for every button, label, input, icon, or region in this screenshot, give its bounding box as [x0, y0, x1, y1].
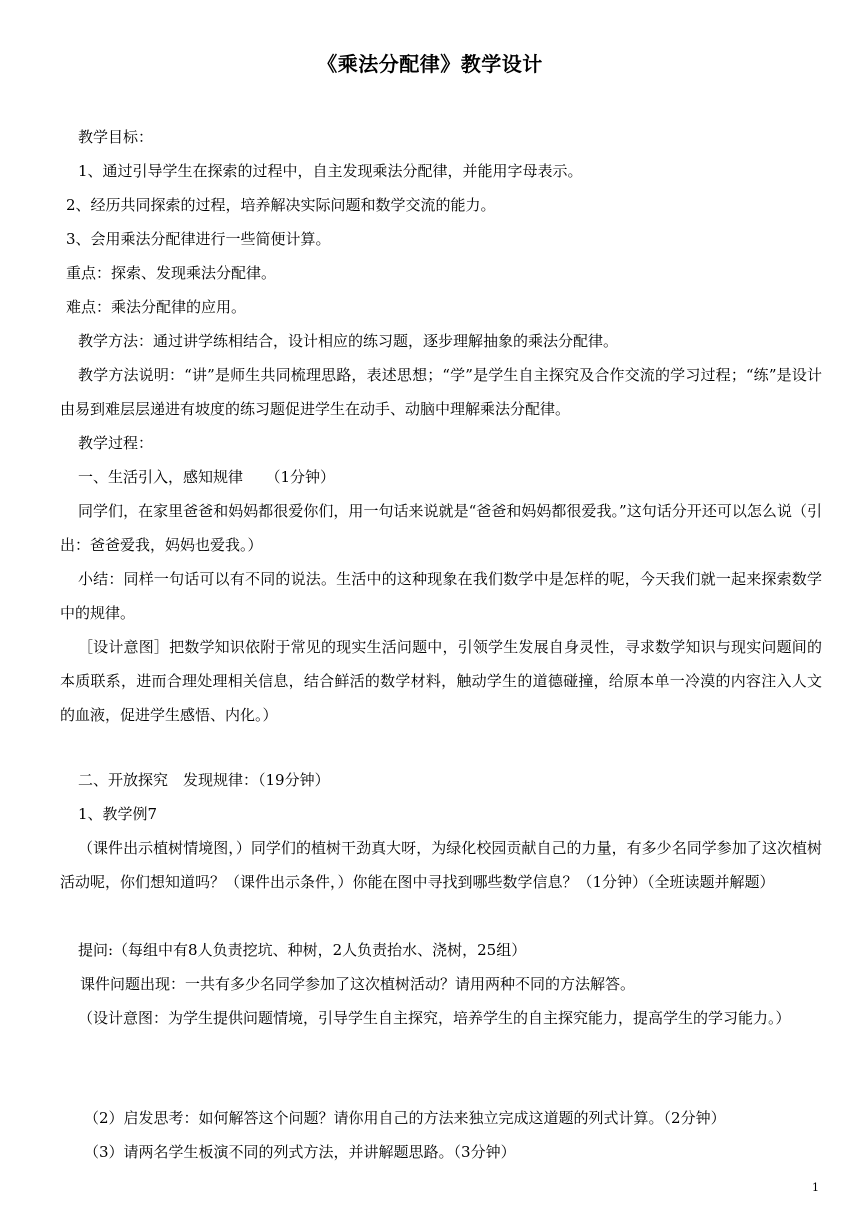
design-intent-2-paragraph: （设计意图：为学生提供问题情境，引导学生自主探究，培养学生的自主探究能力，提高学生的学习能力。） — [78, 1009, 791, 1027]
intro-paragraph: 同学们，在家里爸爸和妈妈都很爱你们，用一句话来说就是“爸爸和妈妈都很爱我。”这句话分开还可以怎么说（引出：爸爸爱我，妈妈也爱我。） — [60, 502, 822, 554]
objective-heading: 教学目标： — [78, 128, 154, 146]
objective-item-3: 3、会用乘法分配律进行一些简便计算。 — [66, 230, 331, 248]
teaching-method-explanation: 教学方法说明：“讲”是师生共同梳理思路，表述思想；“学”是学生自主探究及合作交流的学习过程；“练”是设计由易到难层层递进有坡度的练习题促进学生在动手、动脑中理解乘法分配律。 — [60, 366, 822, 418]
courseware-paragraph: （课件出示植树情境图，）同学们的植树干劲真大呀，为绿化校园贡献自己的力量，有多少名同学参加了这次植树活动呢，你们想知道吗？（课件出示条件，）你能在图中寻找到哪些数学信息？（1分钟）（全班读题并解题） — [60, 839, 822, 891]
example-7-heading: 1、教学例7 — [78, 805, 158, 823]
document-title: 《乘法分配律》教学设计 — [317, 52, 543, 76]
page-number: 1 — [812, 1181, 819, 1194]
difficult-point: 难点：乘法分配律的应用。 — [66, 298, 247, 316]
design-intent-paragraph: ［设计意图］把数学知识依附于常见的现实生活问题中，引领学生发展自身灵性，寻求数学知识与现实问题间的本质联系，进而合理处理相关信息，结合鲜活的数学材料，触动学生的道德碰撞，给原本单一冷漠的内容注入人文的血液，促进学生感悟、内化。） — [60, 638, 822, 724]
step-3-line: （3）请两名学生板演不同的列式方法，并讲解题思路。（3分钟） — [84, 1143, 516, 1161]
process-heading: 教学过程： — [78, 434, 154, 452]
objective-item-1: 1、通过引导学生在探索的过程中，自主发现乘法分配律，并能用字母表示。 — [78, 162, 583, 180]
problem-line: 课件问题出现：一共有多少名同学参加了这次植树活动？请用两种不同的方法解答。 — [80, 975, 636, 993]
section-2-heading: 二、开放探究 发现规律：（19分钟） — [78, 771, 330, 789]
summary-paragraph: 小结：同样一句话可以有不同的说法。生活中的这种现象在我们数学中是怎样的呢，今天我们就一起来探索数学中的规律。 — [60, 570, 822, 622]
question-line: 提问:（每组中有8人负责挖坑、种树，2人负责抬水、浇树，25组） — [78, 941, 527, 959]
objective-item-2: 2、经历共同探索的过程，培养解决实际问题和数学交流的能力。 — [66, 196, 496, 214]
teaching-method: 教学方法：通过讲学练相结合，设计相应的练习题，逐步理解抽象的乘法分配律。 — [78, 332, 619, 350]
key-point: 重点：探索、发现乘法分配律。 — [66, 264, 277, 282]
step-2-line: （2）启发思考：如何解答这个问题？请你用自己的方法来独立完成这道题的列式计算。（2分钟） — [84, 1109, 726, 1127]
section-1-heading: 一、生活引入，感知规律 （1分钟） — [78, 468, 336, 486]
